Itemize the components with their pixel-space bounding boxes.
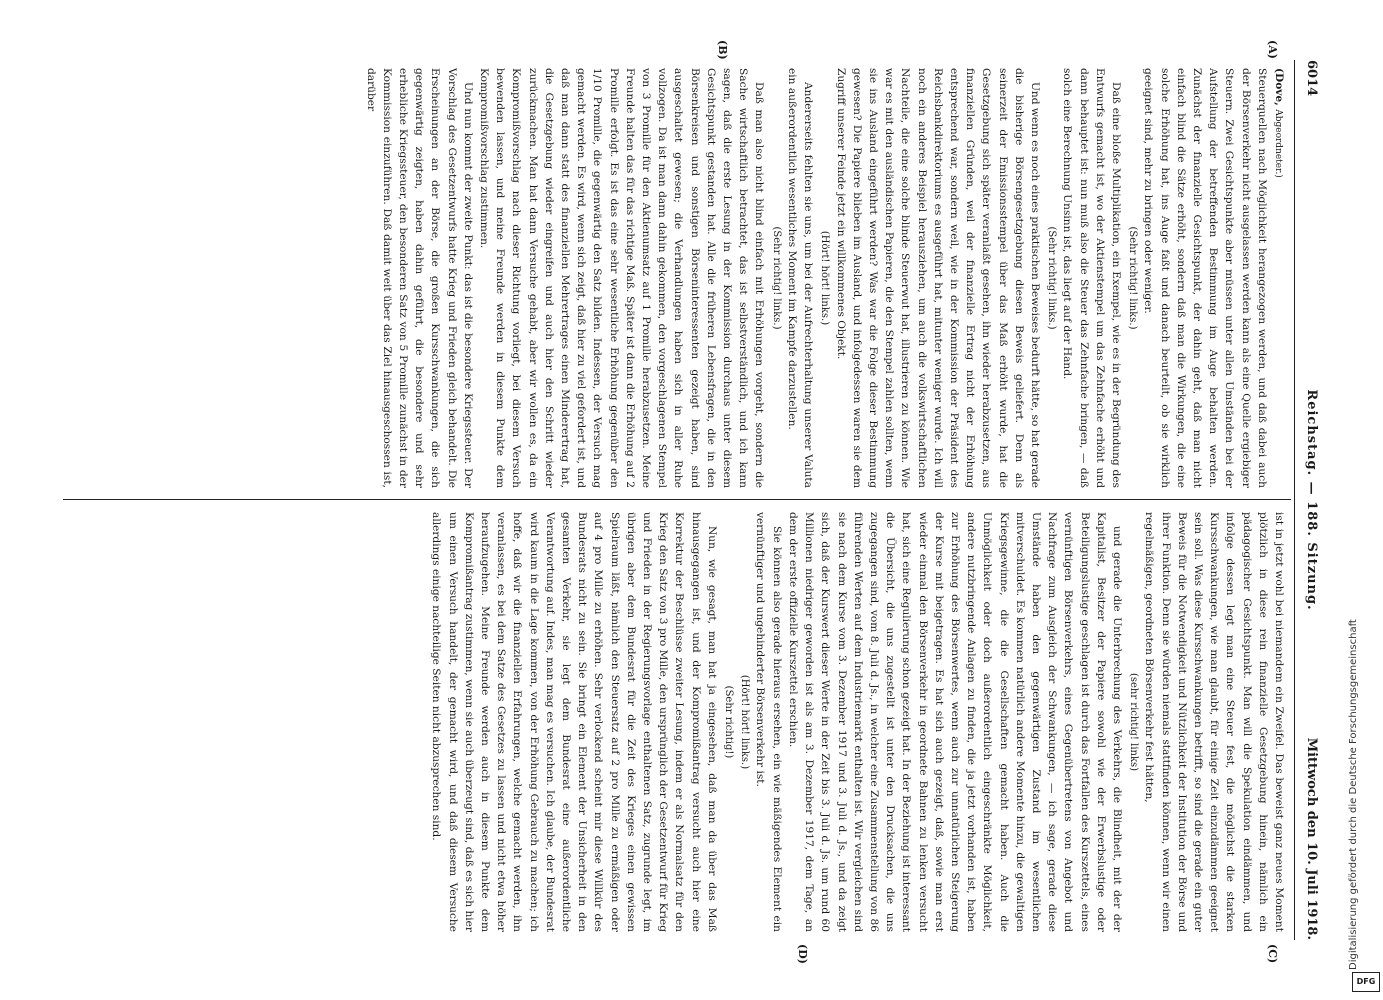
funding-note: Digitalisierung gefördert durch die Deutsche Forschungsgemeinschaft (1348, 619, 1359, 970)
speaker-name: (Dove, (1273, 68, 1285, 106)
paragraph: Steuerquellen nach Möglichkeit herangezogen werden, und daß dabei auch der Börsenverkehr nicht ausgelassen werden kann als eine Quelle ergiebiger Steuern. Zwei Gesichtspunkte aber müssen unter allen Umständen bei der Aufstellung der betreffenden Bestimmung im Auge behalten werden. Zunächst der finanzielle Gesichtspunkt, der dahin geht, daß man nicht einfach blind die Sätze erhöht, sondern daß man die Wirkungen, die eine solche Erhöhung hat, ins Auge faßt und danach beurteilt, ob sie wirklich geeignet sind, mehr zu bringen oder weniger. (1142, 68, 1268, 488)
paragraph: Nun, wie gesagt, man hat ja eingesehen, daß man da über das Maß hinausgegangen ist, und der Kompromißantrag versucht auch hier eine Korrektur der Beschlüsse zweiter Lesung, indem er als Normalsatz für den Krieg den Satz von 3 pro Mille, den ursprünglich der Gesetzentwurf für Krieg und Frieden in der Regierungsvorlage enthaltenen Satz, zugrunde legt, im übrigen aber dem Bundesrat für die Zeit des Krieges einen gewissen Spielraum läßt, nämlich den Steuersatz auf 2 pro Mille zu ermäßigen oder auf 4 pro Mille zu erhöhen. Sehr verlockend scheint mir diese Willkür des Bundesrats nicht zu sein. Sie bringt ein Element der Unsicherheit in den gesamten Verkehr, sie legt dem Bundesrat eine außerordentliche Verantwortung auf. Indes, man mag es versuchen. Ich glaube, der Bundesrat wird kaum in die Lage kommen, von der Erhöhung Gebrauch zu machen; ich hoffe, daß wir die finanziellen Erfahrungen, welche gemacht werden, ihn veranlassen, es bei dem Satze des Gesetzes zu lassen und nicht etwa höher heraufzugehen. Meine Freunde werden auch in diesem Punkte dem Kompromißantrag zustimmen, wenn sie auch überzeugt sind, daß es sich hier um einen Versuch handelt, der gemacht wird, und daß diesem Versuche allerdings einige nachteilige Seiten nicht abzusprechen sind. (430, 512, 718, 932)
page-title: Reichstag. — 188. Sitzung. (1304, 389, 1319, 611)
speaker-line (1270, 68, 1287, 488)
interjection: (sehr richtig! links) (1128, 672, 1140, 772)
paragraph: Daß man also nicht blind einfach mit Erhöhungen vorgeht, sondern die Sache wirtschaftlich betrachtet, das ist selbstverständlich, und ich kann sagen, daß die erste Lesung in der Kommission durchaus unter diesem Gesichtspunkt gestanden hat. Alle die früheren Lebensfragen, die in den Börsenkreisen und sonstigen Börseninteressenten gezeigt haben, sind ausgeschaltet gewesen; die Verhandlungen haben sich in aller Ruhe vollzogen. Da ist man dann dahin gekommen, den vorgeschlagenen Stempel von 3 Promille für den Aktienumsatz auf 1 Promille herabzusetzen. Meine Freunde halten das für das richtige Maß. Später ist dann die Erhöhung auf 2 Promille erfolgt. Es ist das eine sehr wesentliche Erhöhung gegenüber den 1/10 Promille, die gegenwärtig den Satz bilden. Indessen, der Versuch mag gemacht werden. Es wird, wenn sich zeigt, daß hier zu viel gefordert ist, und daß man dann statt des finanziellen Mehrertrages einen Minderertrag hat, die Gesetzgebung wieder eingreifen und auch hier den Schritt wieder zurückmachen. Man hat dann Versuche gehabt, aber wir wollen es, da ein Kompromißvorschlag nach dieser Richtung vorliegt, bei diesem Versuch bewenden lassen, und meine Freunde werden in diesem Punkte dem Kompromißvorschlag zustimmen. (478, 68, 766, 488)
left-column (65, 68, 1287, 488)
paragraph: und gerade die Unterbrechung des Verkehrs, die Blindheit, mit der der Kapitalist, Besitzer der Papiere sowohl wie der Erwerbslustige oder Beteiligungslustige geschlagen ist durch das Fortfallen des Kurszettels, eines vernünftigen Börsenverkehrs, eines Gegenübertretens von Angebot und Nachfrage zum Ausgleich der Schwankungen, — ich sage, gerade diese Umstände haben den gegenwärtigen Zustand im wesentlichen mitverschuldet. Es kommen natürlich andere Momente hinzu, die gewaltigen Kriegsgewinne, die die Gesellschaften gemacht haben. Auch die Unmöglichkeit oder doch außerordentlich eingeschränkte Möglichkeit, andere nutzbringende Anlagen zu finden, die ja jetzt vorhanden ist, haben zur Erhöhung des Börsenwertes, wenn auch zur unnatürlichen Steigerung der Kurse mit beigetragen. Es hat sich auch gezeigt, daß, sowie man erst wieder einmal den Börsenverkehr in geordnete Bahnen zu lenken versucht hat, sich eine Regulierung schon gezeigt hat. In der Beziehung ist interessant die Übersicht, die uns zugestellt ist unter den Drucksachen, die uns zugegangen sind, vom 8. Juli d. Js., in welcher eine Zusammenstellung von 86 führenden Werten auf dem Industriemarkt enthalten ist. Wir vergleichen sind sie nach dem Kurse vom 3. Dezember 1917 und 3. Juli d. Js., und da zeigt sich, daß der Kurswert dieser Werte in der Zeit bis 3. Juli d. Js. um rund 60 Millionen niedriger geworden ist als am 3. Dezember 1917, dem Tage, an dem der erste offizielle Kurszettel erschien. (786, 512, 1123, 932)
margin-marker-d: (D) (796, 944, 809, 964)
margin-marker-c: (C) (1266, 944, 1279, 964)
interjection: (Sehr richtig! links.) (1046, 226, 1058, 330)
interjection: (Sehr richtig! links.) (1127, 226, 1139, 330)
paragraph: Und wenn es noch eines praktischen Beweises bedurft hätte, so hat gerade die bisherige Börsengesetzgebung diesen Beweis geliefert. Denn als seinerzeit der Emissionsstempel über das Maß erhöht wurde, hat die Gesetzgebung sich später veranlaßt gesehen, ihn wieder herabzusetzen, aus finanziellen Gründen, weil der finanzielle Ertrag nicht der Erhöhung entsprechend war, sondern weil, wie in der Kommission der Präsident des Reichsbankdirektoriums es ausgeführt hat, mitunter weniger wurde. Ich will noch ein anderes Beispiel herausziehen, um auch die volkswirtschaftlichen Nachteile, die eine solche blinde Steuerwut hat, illustrieren zu können. Wie war es mit den ausländischen Papieren, die den Stempel zahlen sollten, wenn sie ins Ausland eingeführt werden? Was war die Folge dieser Bestimmung gewesen? Die Papiere blieben im Ausland, und infolgedessen waren sie dem Zugriff unserer Feinde jetzt ein willkommenes Objekt. (834, 68, 1041, 488)
margin-marker-a: (A) (1266, 40, 1279, 59)
column-divider (63, 499, 1291, 500)
interjection: (Sehr richtig!) (723, 685, 735, 759)
paragraph: Daß eine bloße Multiplikation, ein Exempel, wie es in der Begründung des Entwurfs gemacht ist, wo der Aktienstempel um das Zehnfache erhöht und dann behauptet ist: nun muß also die Steuer das Zehnfache bringen, — daß solch eine Berechnung Unsinn ist, das liegt auf der Hand. (1061, 68, 1122, 488)
dfg-logo: DFG (1352, 972, 1380, 992)
paragraph: Sie können also gerade hieraus ersehen, ein wie mäßigendes Element ein vernünftiger und ungehinderter Börsenverkehr ist. (754, 512, 783, 932)
speaker-role: Abgeordneter.) (1273, 109, 1283, 178)
header-rule (1294, 60, 1295, 940)
paragraph: Und nun kommt der zweite Punkt: das ist die besondere Kriegssteuer. Der Vorschlag des Gesetzentwurfs hatte Krieg und Frieden gleich behandelt. Die Erscheinungen an der Börse, die großen Kursschwankungen, die sich gegenwärtig zeigten, haben dahin geführt, die besondere und sehr erhebliche Kriegssteuer, den besonderen Satz von 5 Promille zunächst in der Kommission einzuführen. Daß damit weit über das Ziel hinausgeschossen ist, darüber (364, 68, 474, 488)
paragraph: ist in jetzt wohl bei niemandem ein Zweifel. Das beweist ganz neues Moment plötzlich in diese rein finanzielle Gesetzgebung hinein, nämlich ein pädagogischer Gesichtspunkt. Man will die Spekulation eindämmen, und infolge dessen legt man eine Steuer fest, die möglichst die starken Kursschwankungen, wie man glaubt, für einige Zeit einzudämmen geeignet sein soll. Was diese Kursschwankungen betrifft, so sind die gerade ein guter Beweis für die Notwendigkeit und Nützlichkeit der Institution der Börse und ihrer Funktion. Denn sie würden niemals stattfinden können, wenn wir einen regelmäßigen, geordneten Börsenverkehr fest hätten, (1143, 512, 1285, 932)
right-column (65, 512, 1287, 932)
margin-marker-b: (B) (716, 40, 729, 60)
interjection: (Hört! hört! links.) (739, 674, 751, 770)
page-number: 6014 (1304, 60, 1319, 97)
page-date: Mittwoch den 10. Juli 1918. (1304, 737, 1319, 940)
page-header (1299, 60, 1323, 940)
paragraph: Andererseits fehlten sie uns, um bei der Aufrechterhaltung unserer Valuta ein außerordentlich wesentliches Moment im Kampfe darzustellen. (785, 68, 815, 488)
interjection: (Sehr richtig! links.) (770, 226, 782, 330)
interjection: (Hört! hört! links.) (819, 230, 831, 326)
